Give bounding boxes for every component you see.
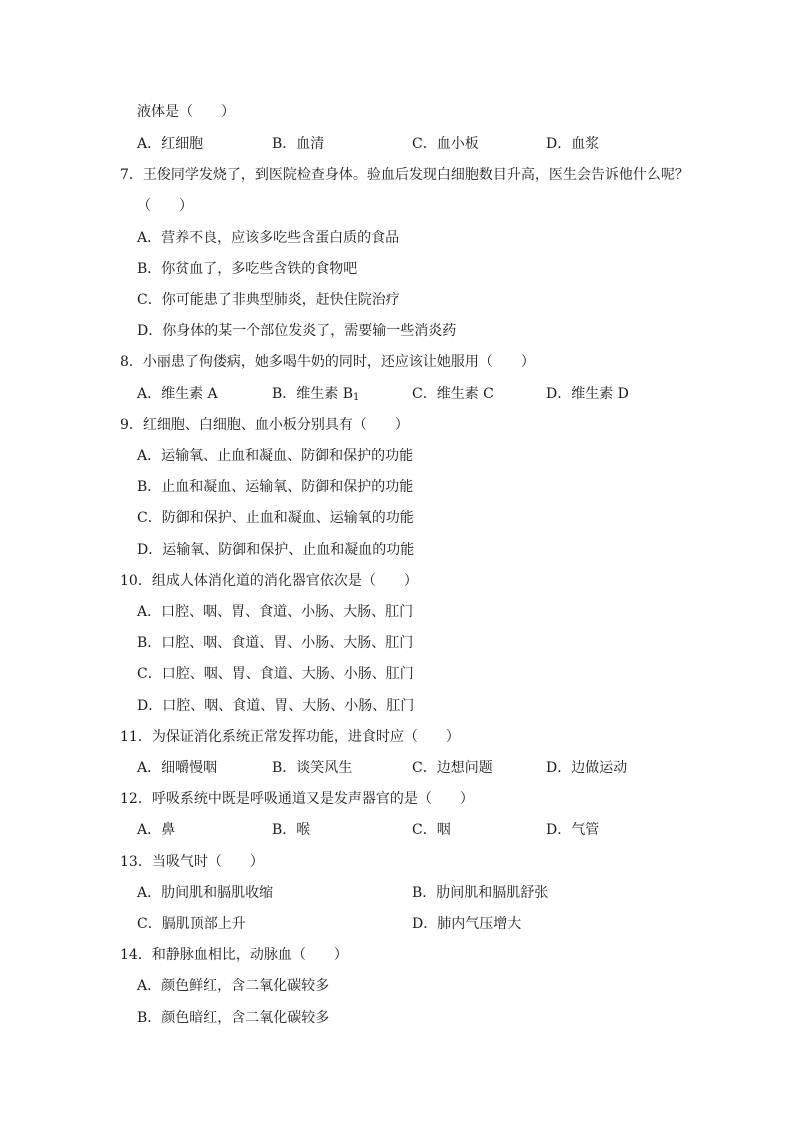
- option-a: A．红细胞: [137, 136, 204, 152]
- question-10-option-b: B．口腔、咽、食道、胃、小肠、大肠、肛门: [137, 635, 414, 651]
- question-12-option-a: A．鼻: [137, 822, 176, 838]
- question-8-option-b: [272, 385, 359, 407]
- question-10-option-c: C．口腔、咽、胃、食道、大肠、小肠、肛门: [137, 666, 414, 682]
- option-d: D．血浆: [546, 136, 600, 152]
- question-11-option-d: D．边做运动: [546, 760, 628, 776]
- question-10-option-d: D．口腔、咽、食道、胃、大肠、小肠、肛门: [137, 698, 415, 714]
- question-11-option-a: A．细嚼慢咽: [137, 760, 218, 776]
- question-7-stem: 7．王俊同学发烧了，到医院检查身体。验血后发现白细胞数目升高，医生会告诉他什么呢？: [120, 167, 689, 183]
- question-7-option-a: A．营养不良，应该多吃些含蛋白质的食品: [137, 230, 400, 246]
- question-7-option-c: C．你可能患了非典型肺炎，赶快住院治疗: [137, 292, 400, 308]
- question-11-option-c: C．边想问题: [412, 760, 493, 776]
- question-14-option-a: A．颜色鲜红，含二氧化碳较多: [137, 978, 330, 994]
- question-7-option-d: D．你身体的某一个部位发炎了，需要输一些消炎药: [137, 323, 457, 339]
- option-c: C．血小板: [412, 136, 479, 152]
- question-13-option-d: D．肺内气压增大: [412, 916, 522, 932]
- question-10-stem: 10．组成人体消化道的消化器官依次是（ ）: [120, 573, 418, 589]
- question-12-stem: 12．呼吸系统中既是呼吸通道又是发声器官的是（ ）: [120, 791, 474, 807]
- question-9-option-d: D．运输氧、防御和保护、止血和凝血的功能: [137, 542, 415, 558]
- question-10-option-a: A．口腔、咽、胃、食道、小肠、大肠、肛门: [137, 604, 414, 620]
- question-11-option-b: B．谈笑风生: [272, 760, 353, 776]
- question-7-option-b: B．你贫血了，多吃些含铁的食物吧: [137, 261, 358, 277]
- question-13-stem: 13．当吸气时（ ）: [120, 854, 264, 870]
- option-b: B．血清: [272, 136, 325, 152]
- question-12-option-c: C．咽: [412, 822, 451, 838]
- option-b-text: B．维生素 B: [272, 386, 354, 402]
- question-12-option-d: D．气管: [546, 822, 600, 838]
- question-9-option-a: A．运输氧、止血和凝血、防御和保护的功能: [137, 448, 414, 464]
- question-11-stem: 11．为保证消化系统正常发挥功能，进食时应（ ）: [120, 729, 460, 745]
- question-14-option-b: B．颜色暗红，含二氧化碳较多: [137, 1010, 330, 1026]
- question-13-option-b: B．肋间肌和膈肌舒张: [412, 885, 549, 901]
- question-8-option-d: D．维生素 D: [546, 386, 629, 402]
- question-14-stem: 14．和静脉血相比，动脉血（ ）: [120, 947, 348, 963]
- question-8-option-c: C．维生素 C: [412, 386, 494, 402]
- question-8-option-a: A．维生素 A: [137, 386, 218, 402]
- question-9-option-b: B．止血和凝血、运输氧、防御和保护的功能: [137, 479, 414, 495]
- question-9-stem: 9．红细胞、白细胞、血小板分别具有（ ）: [120, 417, 409, 433]
- question-13-option-c: C．膈肌顶部上升: [137, 916, 246, 932]
- question-9-option-c: C．防御和保护、止血和凝血、运输氧的功能: [137, 510, 414, 526]
- question-13-option-a: A．肋间肌和膈肌收缩: [137, 885, 274, 901]
- option-b-subscript: 1: [353, 392, 360, 403]
- question-8-stem: 8．小丽患了佝偻病，她多喝牛奶的同时，还应该让她服用（ ）: [120, 354, 535, 370]
- question-7-stem-cont: （ ）: [137, 198, 193, 214]
- question-stem-continuation: 液体是（ ）: [137, 104, 235, 120]
- question-12-option-b: B．喉: [272, 822, 311, 838]
